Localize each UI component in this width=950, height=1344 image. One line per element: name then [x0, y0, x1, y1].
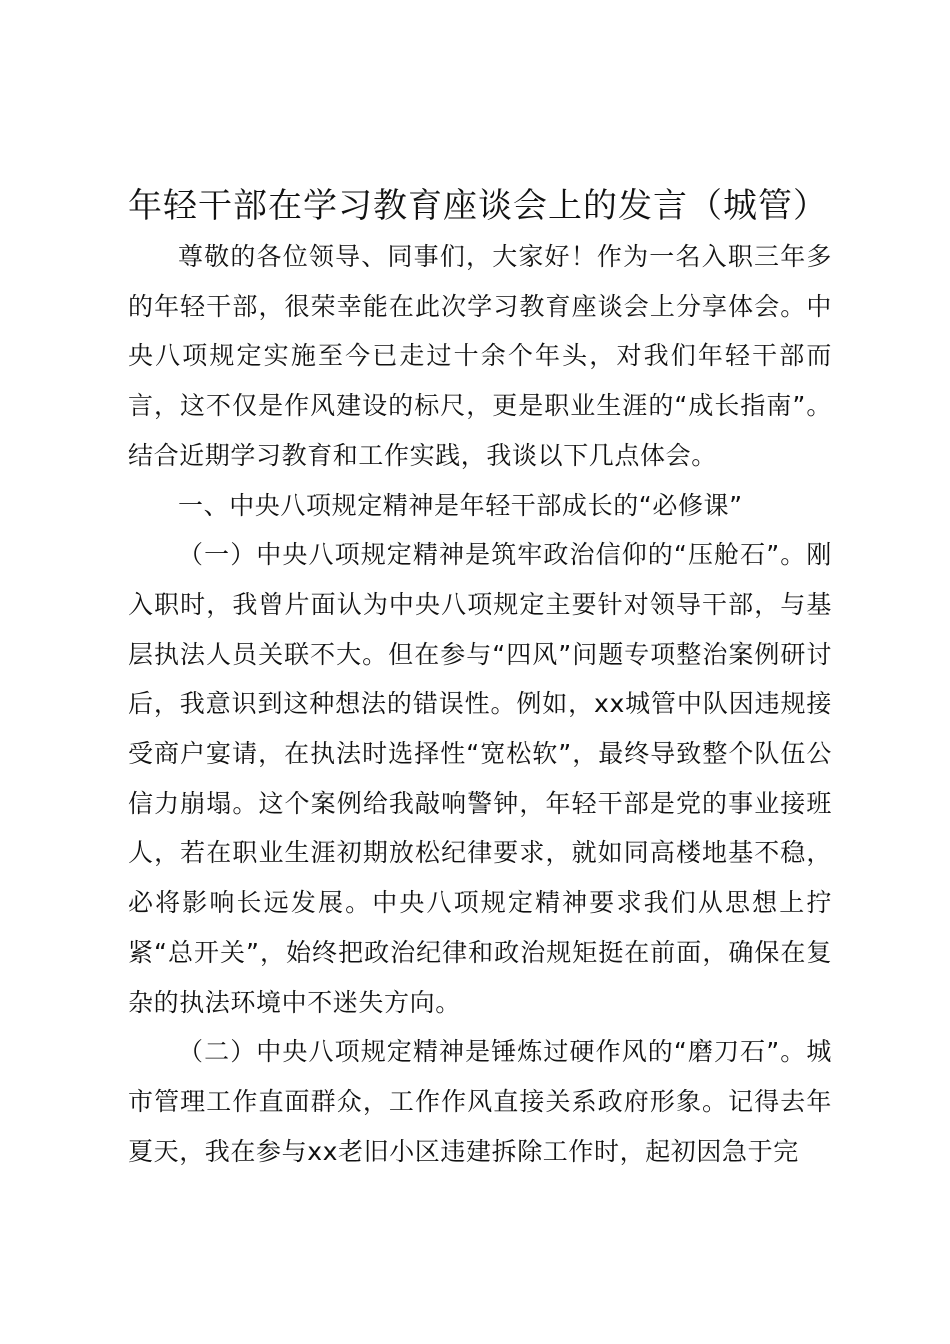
paragraph-opening: 尊敬的各位领导、同事们，大家好！作为一名入职三年多的年轻干部，很荣幸能在此次学习教育座谈会上分享体会。中央八项规定实施至今已走过十余个年头，对我们年轻干部而言，这不仅是作风建设的标尺，更是职业生涯的“成长指南”。结合近期学习教育和工作实践，我谈以下几点体会。: [128, 242, 832, 470]
section-heading-1: 一、中央八项规定精神是年轻干部成长的“必修课”: [178, 490, 743, 520]
document-body: [128, 232, 832, 1176]
paragraph-subsection-2: （二）中央八项规定精神是锤炼过硬作风的“磨刀石”。城市管理工作直面群众，工作作风直接关系政府形象。记得去年夏天，我在参与xx老旧小区违建拆除工作时，起初因急于完: [128, 1037, 832, 1166]
document-title: 年轻干部在学习教育座谈会上的发言（城管）: [128, 186, 828, 226]
paragraph-subsection-1: （一）中央八项规定精神是筑牢政治信仰的“压舱石”。刚入职时，我曾片面认为中央八项规定主要针对领导干部，与基层执法人员关联不大。但在参与“四风”问题专项整治案例研讨后，我意识到这种想法的错误性。例如，xx城管中队因违规接受商户宴请，在执法时选择性“宽松软”，最终导致整个队伍公信力崩塌。这个案例给我敲响警钟，年轻干部是党的事业接班人，若在职业生涯初期放松纪律要求，就如同高楼地基不稳，必将影响长远发展。中央八项规定精神要求我们从思想上拧紧“总开关”，始终把政治纪律和政治规矩挺在前面，确保在复杂的执法环境中不迷失方向。: [128, 540, 832, 1017]
